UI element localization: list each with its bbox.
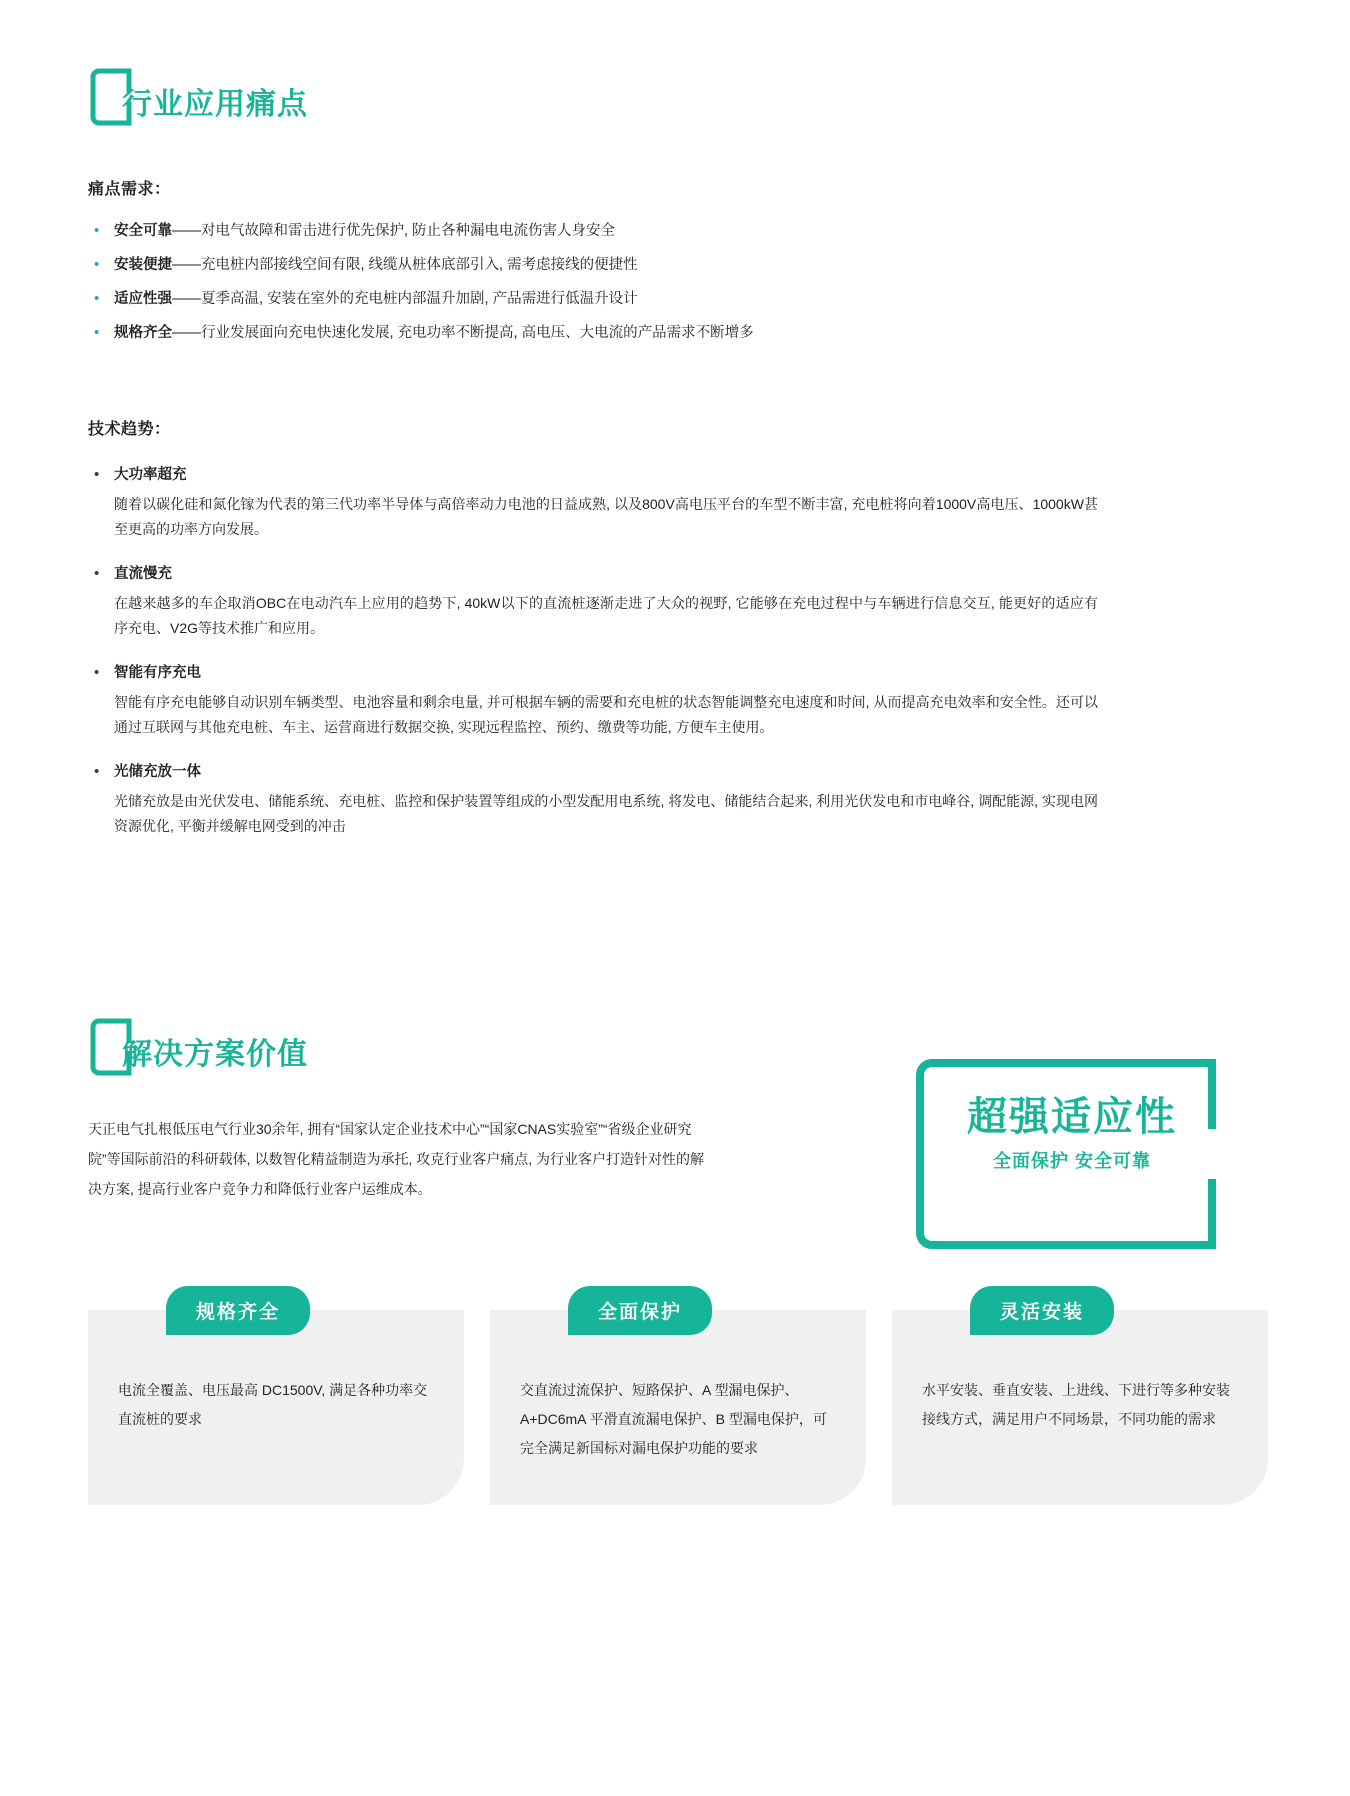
- list-item-label: 规格齐全: [114, 325, 172, 341]
- list-item-dash: ——: [172, 257, 201, 273]
- pain-needs-heading: 痛点需求：: [88, 181, 171, 198]
- adaptability-badge: [912, 1055, 1232, 1255]
- trend-item: [88, 564, 1268, 641]
- badge-text-block: [912, 1095, 1232, 1173]
- feature-card-body: 电流全覆盖、电压最高 DC1500V, 满足各种功率交直流桩的要求: [118, 1382, 428, 1427]
- list-item-body: 夏季高温, 安装在室外的充电桩内部温升加剧, 产品需进行低温升设计: [201, 291, 638, 307]
- trend-title: 大功率超充: [114, 467, 187, 483]
- feature-card-body: 交直流过流保护、短路保护、A 型漏电保护、A+DC6mA 平滑直流漏电保护、B 型漏电保护，可完全满足新国标对漏电保护功能的要求: [520, 1382, 827, 1456]
- tech-trend-list: [88, 465, 1268, 839]
- feature-card-body: 水平安装、垂直安装、上进线、下进行等多种安装接线方式，满足用户不同场景，不同功能的需求: [922, 1382, 1230, 1427]
- feature-card-title: 规格齐全: [166, 1286, 310, 1335]
- bracket-mark-icon: [88, 1016, 134, 1078]
- pain-points-heading: [88, 50, 1268, 128]
- list-item-dash: ——: [172, 291, 201, 307]
- trend-title: 直流慢充: [114, 566, 172, 582]
- bullet-dot-icon: •: [94, 763, 100, 780]
- bullet-dot-icon: •: [94, 664, 100, 681]
- list-item-label: 安全可靠: [114, 223, 172, 239]
- badge-subtitle: 全面保护 安全可靠: [992, 1151, 1151, 1171]
- list-item-text: [114, 255, 638, 276]
- feature-card: [88, 1302, 464, 1505]
- pain-needs-list: [88, 221, 1268, 344]
- bullet-dot-icon: •: [94, 290, 100, 307]
- section-title: 行业应用痛点: [122, 88, 308, 121]
- trend-body: 随着以碳化硅和氮化镓为代表的第三代功率半导体与高倍率动力电池的日益成熟, 以及800V高电压平台的车型不断丰富, 充电桩将向着1000V高电压、1000kW甚至更高的功率方向发展。: [114, 496, 1098, 537]
- section-title: 解决方案价值: [122, 1038, 308, 1071]
- list-item-text: [114, 289, 638, 310]
- trend-item: [88, 465, 1268, 542]
- tech-trend-heading: 技术趋势：: [88, 421, 171, 438]
- feature-card-title: 全面保护: [568, 1286, 712, 1335]
- list-item-body: 对电气故障和雷击进行优先保护, 防止各种漏电电流伤害人身安全: [201, 223, 616, 239]
- list-item: [88, 221, 1268, 242]
- badge-title: 超强适应性: [967, 1095, 1177, 1139]
- bullet-dot-icon: •: [94, 565, 100, 582]
- list-item-label: 适应性强: [114, 291, 172, 307]
- bullet-dot-icon: •: [94, 324, 100, 341]
- bullet-dot-icon: •: [94, 256, 100, 273]
- list-item-text: [114, 221, 615, 242]
- list-item-body: 充电桩内部接线空间有限, 线缆从桩体底部引入, 需考虑接线的便捷性: [201, 257, 638, 273]
- list-item-dash: ——: [172, 223, 201, 239]
- bullet-dot-icon: •: [94, 466, 100, 483]
- trend-title: 智能有序充电: [114, 665, 201, 681]
- trend-item: [88, 762, 1268, 839]
- list-item-dash: ——: [172, 325, 201, 341]
- trend-body: 光储充放是由光伏发电、储能系统、充电桩、监控和保护装置等组成的小型发配用电系统, 将发电、储能结合起来, 利用光伏发电和市电峰谷, 调配能源, 实现电网资源优化, 平衡并缓解电网受到的冲击: [114, 793, 1098, 834]
- trend-body: 智能有序充电能够自动识别车辆类型、电池容量和剩余电量, 并可根据车辆的需要和充电桩的状态智能调整充电速度和时间, 从而提高充电效率和安全性。还可以通过互联网与其他充电桩、车主、运营商进行数据交换, 实现远程监控、预约、缴费等功能, 方便车主使用。: [114, 694, 1098, 735]
- feature-card: [892, 1302, 1268, 1505]
- list-item: [88, 289, 1268, 310]
- list-item: [88, 255, 1268, 276]
- list-item: [88, 323, 1268, 344]
- list-item-label: 安装便捷: [114, 257, 172, 273]
- trend-body: 在越来越多的车企取消OBC在电动汽车上应用的趋势下, 40kW以下的直流桩逐渐走进了大众的视野, 它能够在充电过程中与车辆进行信息交互, 能更好的适应有序充电、V2G等技术推广和应用。: [114, 595, 1098, 636]
- trend-title: 光储充放一体: [114, 764, 201, 780]
- bullet-dot-icon: •: [94, 222, 100, 239]
- list-item-text: [114, 323, 754, 344]
- bracket-mark-icon: [88, 66, 134, 128]
- feature-card: [490, 1302, 866, 1505]
- solution-value-paragraph: 天正电气扎根低压电气行业30余年, 拥有“国家认定企业技术中心”“国家CNAS实验室”“省级企业研究院”等国际前沿的科研载体, 以数智化精益制造为承托, 攻克行业客户痛点, 为行业客户打造针对性的解决方案, 提高行业客户竞争力和降低行业客户运维成本。: [88, 1121, 704, 1197]
- feature-card-list: [88, 1302, 1268, 1505]
- pain-points-section: [88, 50, 1268, 861]
- feature-card-title: 灵活安装: [970, 1286, 1114, 1335]
- trend-item: [88, 663, 1268, 740]
- list-item-body: 行业发展面向充电快速化发展, 充电功率不断提高, 高电压、大电流的产品需求不断增多: [201, 325, 754, 341]
